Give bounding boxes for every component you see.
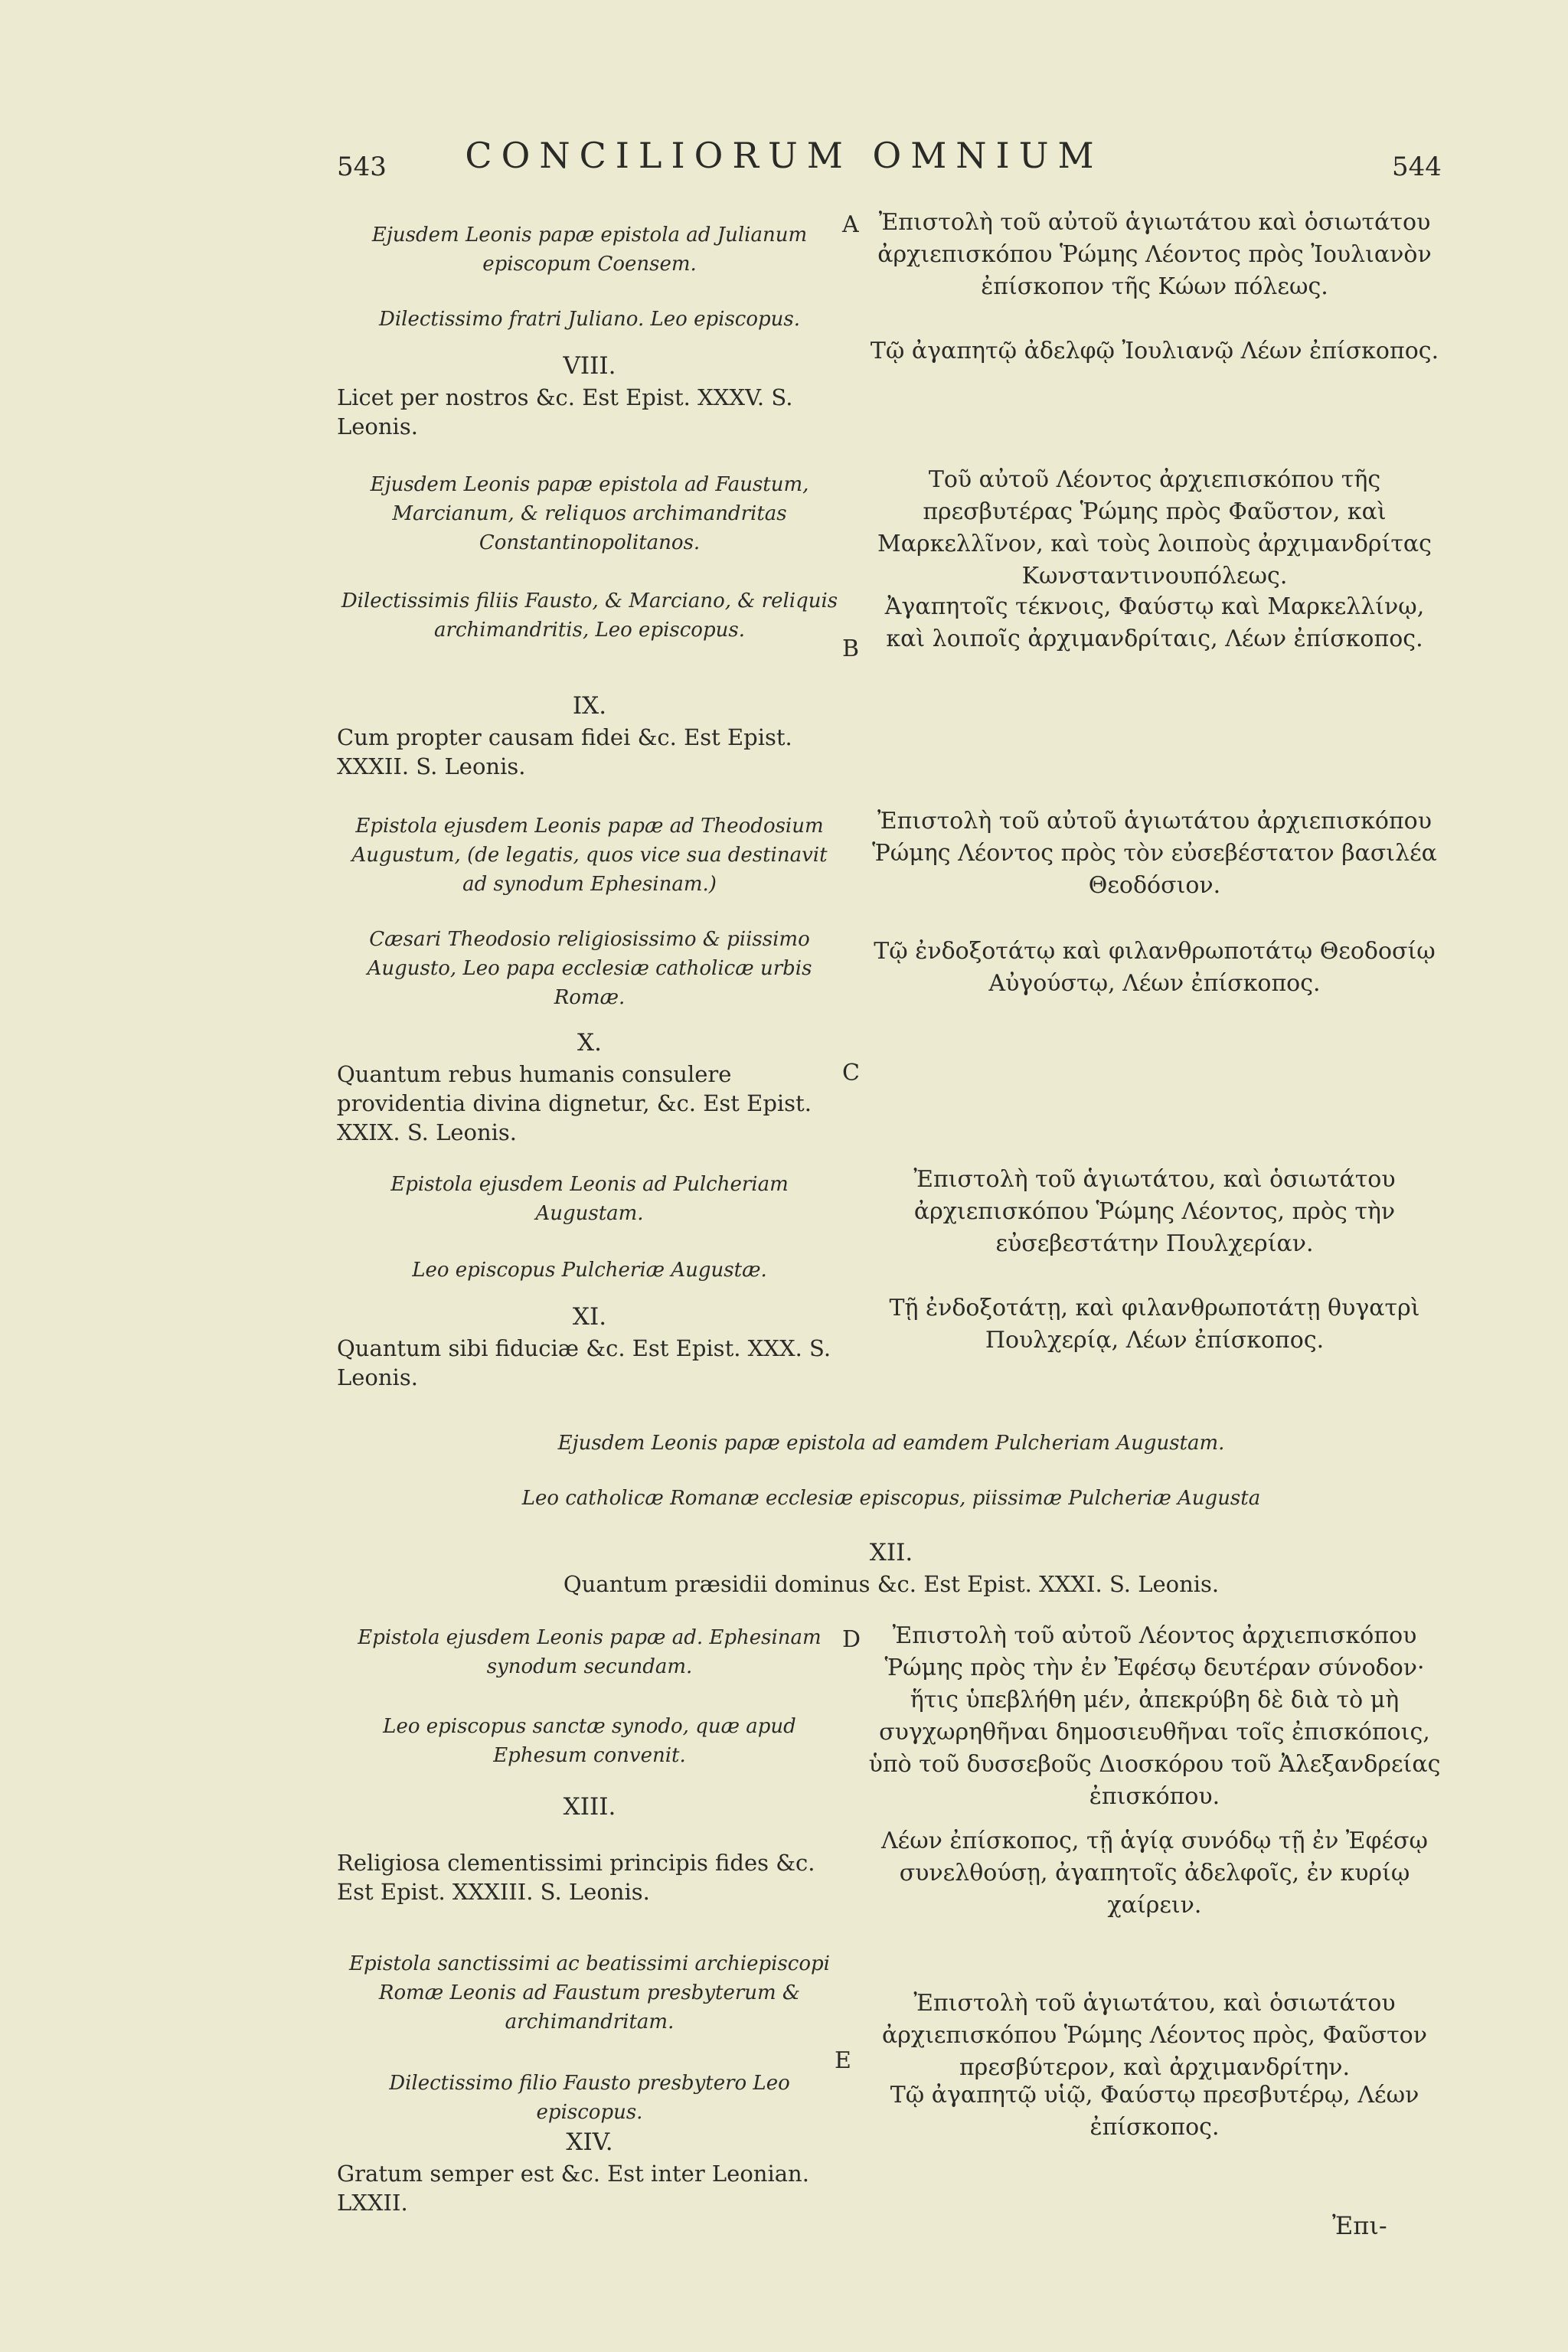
greek-heading: Ἐπιστολὴ τοῦ ἁγιωτάτου, καὶ ὁσιωτάτου ἀρχιεπισκόπου Ῥώμης Λέοντος, πρὸς τὴν εὐσεβεστάτην Πουλχερίαν. xyxy=(913,1166,1396,1257)
greek-salutation: Ἀγαπητοῖς τέκνοις, Φαύστῳ καὶ Μαρκελλίνῳ, καὶ λοιποῖς ἀρχιμανδρίταις, Λέων ἐπίσκοπος. xyxy=(884,593,1425,652)
latin-heading: Ejusdem Leonis papæ epistola ad eamdem Pulcheriam Augustam. xyxy=(557,1432,1225,1455)
greek-salutation: Τῷ ἀγαπητῷ ἀδελφῷ Ἰουλιανῷ Λέων ἐπίσκοπος. xyxy=(870,338,1439,364)
latin-reference: Religiosa clementissimi principis fides &c. Est Epist. XXXIII. S. Leonis. xyxy=(337,1850,815,1905)
latin-reference: Gratum semper est &c. Est inter Leonian. LXXII. xyxy=(337,2161,809,2216)
latin-reference: Quantum rebus humanis consulere providentia divina dignetur, &c. Est Epist. XXIX. S. Leonis. xyxy=(337,1061,812,1145)
section-number: IX. xyxy=(572,692,607,720)
margin-letter: E xyxy=(835,2047,851,2074)
latin-salutation: Dilectissimis filiis Fausto, & Marciano, & reliquis archimandritis, Leo episcopus. xyxy=(341,590,838,642)
margin-letter: A xyxy=(842,211,859,238)
section-number: X. xyxy=(577,1029,602,1057)
latin-salutation: Dilectissimo filio Fausto presbytero Leo episcopus. xyxy=(389,2072,790,2124)
latin-salutation: Leo episcopus Pulcheriæ Augustæ. xyxy=(412,1259,767,1282)
latin-heading: Epistola sanctissimi ac beatissimi archiepiscopi Romæ Leonis ad Faustum presbyterum & archimandritam. xyxy=(349,1952,830,2034)
left-page-number: 543 xyxy=(337,152,387,182)
greek-heading: Τοῦ αὐτοῦ Λέοντος ἀρχιεπισκόπου τῆς πρεσβυτέρας Ῥώμης πρὸς Φαῦστον, καὶ Μαρκελλῖνον, καὶ τοὺς λοιποὺς ἀρχιμανδρίτας Κωνσταντινουπόλεως. xyxy=(877,466,1432,590)
latin-salutation: Dilectissimo fratri Juliano. Leo episcopus. xyxy=(378,308,800,331)
greek-salutation: Τῷ ἐνδοξοτάτῳ καὶ φιλανθρωποτάτῳ Θεοδοσίῳ Αὐγούστῳ, Λέων ἐπίσκοπος. xyxy=(874,938,1436,997)
latin-heading: Epistola ejusdem Leonis papæ ad. Ephesinam synodum secundam. xyxy=(358,1626,822,1678)
greek-heading: Ἐπιστολὴ τοῦ αὐτοῦ Λέοντος ἀρχιεπισκόπου Ῥώμης πρὸς τὴν ἐν Ἐφέσῳ δευτέραν σύνοδον· ἥτις ὑπεβλήθη μέν, ἀπεκρύβη δὲ διὰ τὸ μὴ συγχωρηθῆναι δημοσιευθῆναι τοῖς ἐπισκόποις, ὑπὸ τοῦ δυσσεβοῦς Διοσκόρου τοῦ Ἀλεξανδρείας ἐπισκόπου. xyxy=(868,1622,1441,1810)
greek-salutation: Λέων ἐπίσκοπος, τῇ ἁγίᾳ συνόδῳ τῇ ἐν Ἐφέσῳ συνελθούσῃ, ἀγαπητοῖς ἀδελφοῖς, ἐν κυρίῳ χαίρειν. xyxy=(881,1828,1428,1919)
latin-heading: Epistola ejusdem Leonis papæ ad Theodosium Augustum, (de legatis, quos vice sua destinavit ad synodum Ephesinam.) xyxy=(351,815,828,896)
right-page-number: 544 xyxy=(1392,152,1442,182)
margin-letter: C xyxy=(842,1060,860,1086)
section-number: XIII. xyxy=(563,1793,616,1821)
latin-reference: Quantum præsidii dominus &c. Est Epist. XXXI. S. Leonis. xyxy=(563,1571,1220,1597)
greek-salutation: Τῇ ἐνδοξοτάτῃ, καὶ φιλανθρωποτάτῃ θυγατρὶ Πουλχερίᾳ, Λέων ἐπίσκοπος. xyxy=(889,1295,1420,1354)
latin-salutation: Cæsari Theodosio religiosissimo & piissimo Augusto, Leo papa ecclesiæ catholicæ urbis Romæ. xyxy=(367,928,812,1009)
latin-heading: Ejusdem Leonis papæ epistola ad Faustum, Marcianum, & reliquos archimandritas Constantinopolitanos. xyxy=(370,473,809,554)
latin-salutation: Leo episcopus sanctæ synodo, quæ apud Ephesum convenit. xyxy=(383,1715,796,1767)
running-title: CONCILIORUM OMNIUM xyxy=(465,135,1103,176)
latin-reference: Cum propter causam fidei &c. Est Epist. XXXII. S. Leonis. xyxy=(337,724,792,779)
margin-letter: D xyxy=(842,1626,861,1653)
section-number: XIV. xyxy=(566,2128,613,2156)
margin-letter: B xyxy=(842,635,860,662)
section-number: XII. xyxy=(869,1539,913,1566)
greek-heading: Ἐπιστολὴ τοῦ ἁγιωτάτου, καὶ ὁσιωτάτου ἀρχιεπισκόπου Ῥώμης Λέοντος πρὸς, Φαῦστον πρεσβύτερον, καὶ ἀρχιμανδρίτην. xyxy=(882,1990,1427,2081)
latin-salutation: Leo catholicæ Romanæ ecclesiæ episcopus, piissimæ Pulcheriæ Augusta xyxy=(521,1487,1261,1510)
catchword: Ἐπι- xyxy=(1332,2211,1387,2240)
latin-heading: Ejusdem Leonis papæ epistola ad Julianum episcopum Coensem. xyxy=(371,224,808,276)
latin-reference: Licet per nostros &c. Est Epist. XXXV. S. Leonis. xyxy=(337,384,793,439)
greek-salutation: Τῷ ἀγαπητῷ υἱῷ, Φαύστῳ πρεσβυτέρῳ, Λέων ἐπίσκοπος. xyxy=(890,2082,1419,2141)
greek-heading: Ἐπιστολὴ τοῦ αὐτοῦ ἁγιωτάτου καὶ ὁσιωτάτου ἀρχιεπισκόπου Ῥώμης Λέοντος πρὸς Ἰουλιανὸν ἐπίσκοπον τῆς Κώων πόλεως. xyxy=(877,209,1432,300)
section-number: XI. xyxy=(572,1303,607,1331)
latin-heading: Epistola ejusdem Leonis ad Pulcheriam Augustam. xyxy=(390,1173,789,1225)
latin-reference: Quantum sibi fiduciæ &c. Est Epist. XXX. S. Leonis. xyxy=(337,1335,831,1390)
greek-heading: Ἐπιστολὴ τοῦ αὐτοῦ ἁγιωτάτου ἀρχιεπισκόπου Ῥώμης Λέοντος πρὸς τὸν εὐσεβέστατον βασιλέα Θεοδόσιον. xyxy=(872,808,1437,899)
section-number: VIII. xyxy=(563,352,616,380)
